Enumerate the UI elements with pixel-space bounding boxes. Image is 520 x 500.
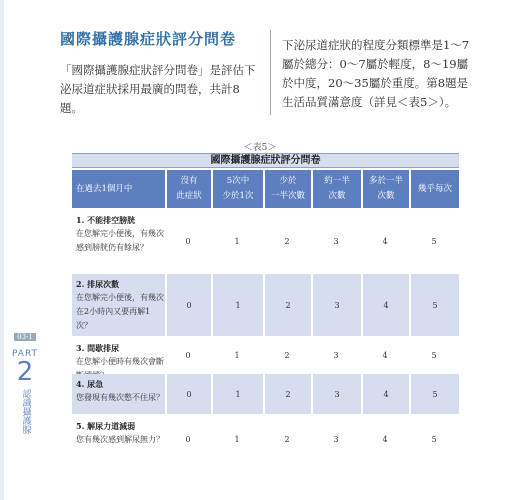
question-title: 3. 間歇排尿 [76, 343, 120, 353]
score-cell: 1 [234, 434, 240, 444]
question-title: 5. 解尿力道減弱 [76, 421, 136, 431]
ipss-table [72, 153, 459, 462]
part-title: 認識攝護腺 [20, 389, 31, 434]
header-cell: 沒有 此症狀 [165, 170, 211, 208]
question-text: 您發現有幾次憋不住尿？ [76, 393, 164, 402]
score-cell: 2 [284, 350, 290, 360]
question-cell [72, 210, 165, 272]
header-cell: 在過去1個月中 [76, 183, 133, 194]
score-cell: 5 [409, 274, 459, 336]
question-cell [72, 338, 165, 372]
table-row [72, 274, 459, 336]
score-cell: 0 [165, 274, 211, 336]
score-cell: 5 [409, 374, 459, 414]
score-cell: 2 [263, 374, 311, 414]
classification-paragraph: 下泌尿道症狀的程度分類標準是1～7屬於總分：0～7屬於輕度，8～19屬於中度，20～35屬於重度。第8題是生活品質滿意度（詳見＜表5＞）。 [282, 38, 470, 109]
score-cell: 4 [382, 434, 388, 444]
header-cell: 5次中 少於1次 [211, 170, 263, 208]
score-cell: 3 [333, 434, 339, 444]
table-body [72, 210, 459, 462]
question-cell [72, 416, 165, 462]
score-cell: 1 [234, 350, 240, 360]
question-title: 2. 排尿次數 [76, 279, 120, 289]
score-cell: 3 [333, 236, 339, 246]
intro-section [0, 0, 520, 132]
question-title: 1. 不能排空膀胱 [76, 215, 136, 225]
header-cell: 多於一半 次數 [361, 170, 409, 208]
score-cell: 2 [284, 434, 290, 444]
header-cell: 幾乎每次 [409, 170, 459, 208]
table-caption: ＜表5＞ [243, 143, 277, 153]
part-number: 2 [16, 357, 34, 387]
score-cell: 4 [382, 350, 388, 360]
part-label: PART [11, 349, 39, 359]
question-text: 在您解小便時有幾次會斷 [76, 357, 164, 366]
score-cell: 0 [185, 350, 191, 360]
score-cell: 2 [284, 236, 290, 246]
score-cell: 5 [431, 350, 437, 360]
score-cell: 1 [211, 374, 263, 414]
question-title: 4. 尿急 [76, 379, 104, 389]
score-cell: 0 [165, 374, 211, 414]
table-row [72, 338, 459, 372]
page-tag: 03-1 [14, 333, 36, 341]
score-cell: 2 [263, 274, 311, 336]
intro-paragraph: 「國際攝護腺症狀評分問卷」是評估下泌尿道症狀採用最廣的問卷，共計8題。 [60, 63, 256, 115]
question-text: 您有幾次感到解尿無力？ [76, 435, 164, 444]
question-cell [72, 274, 165, 336]
table-title: 國際攝護腺症狀評分問卷 [72, 153, 459, 168]
table-row [72, 210, 459, 272]
question-text: 在您解完小便後，有幾次感到膀胱仍有餘尿？ [76, 229, 164, 252]
score-cell: 5 [431, 434, 437, 444]
score-cell: 3 [311, 374, 361, 414]
header-cell: 約一半 次數 [311, 170, 361, 208]
score-cell: 3 [311, 274, 361, 336]
question-cell [72, 374, 165, 414]
score-cell: 0 [185, 434, 191, 444]
table-header [72, 170, 459, 208]
score-cell: 5 [431, 236, 437, 246]
section-title: 國際攝護腺症狀評分問卷 [60, 30, 237, 48]
intro-left [60, 28, 260, 118]
score-cell: 4 [361, 274, 409, 336]
column-divider [270, 30, 271, 115]
score-cell: 4 [382, 236, 388, 246]
question-text: 在您解完小便後，有幾次在2小時內又要再解1次？ [76, 293, 164, 330]
score-cell: 4 [361, 374, 409, 414]
table-row [72, 416, 459, 462]
intro-right [282, 36, 472, 112]
score-cell: 1 [234, 236, 240, 246]
score-cell: 1 [211, 274, 263, 336]
score-cell: 3 [333, 350, 339, 360]
table-row [72, 374, 459, 414]
score-cell: 0 [185, 236, 191, 246]
part-marker [4, 324, 46, 434]
header-cell: 少於 一半次數 [263, 170, 311, 208]
